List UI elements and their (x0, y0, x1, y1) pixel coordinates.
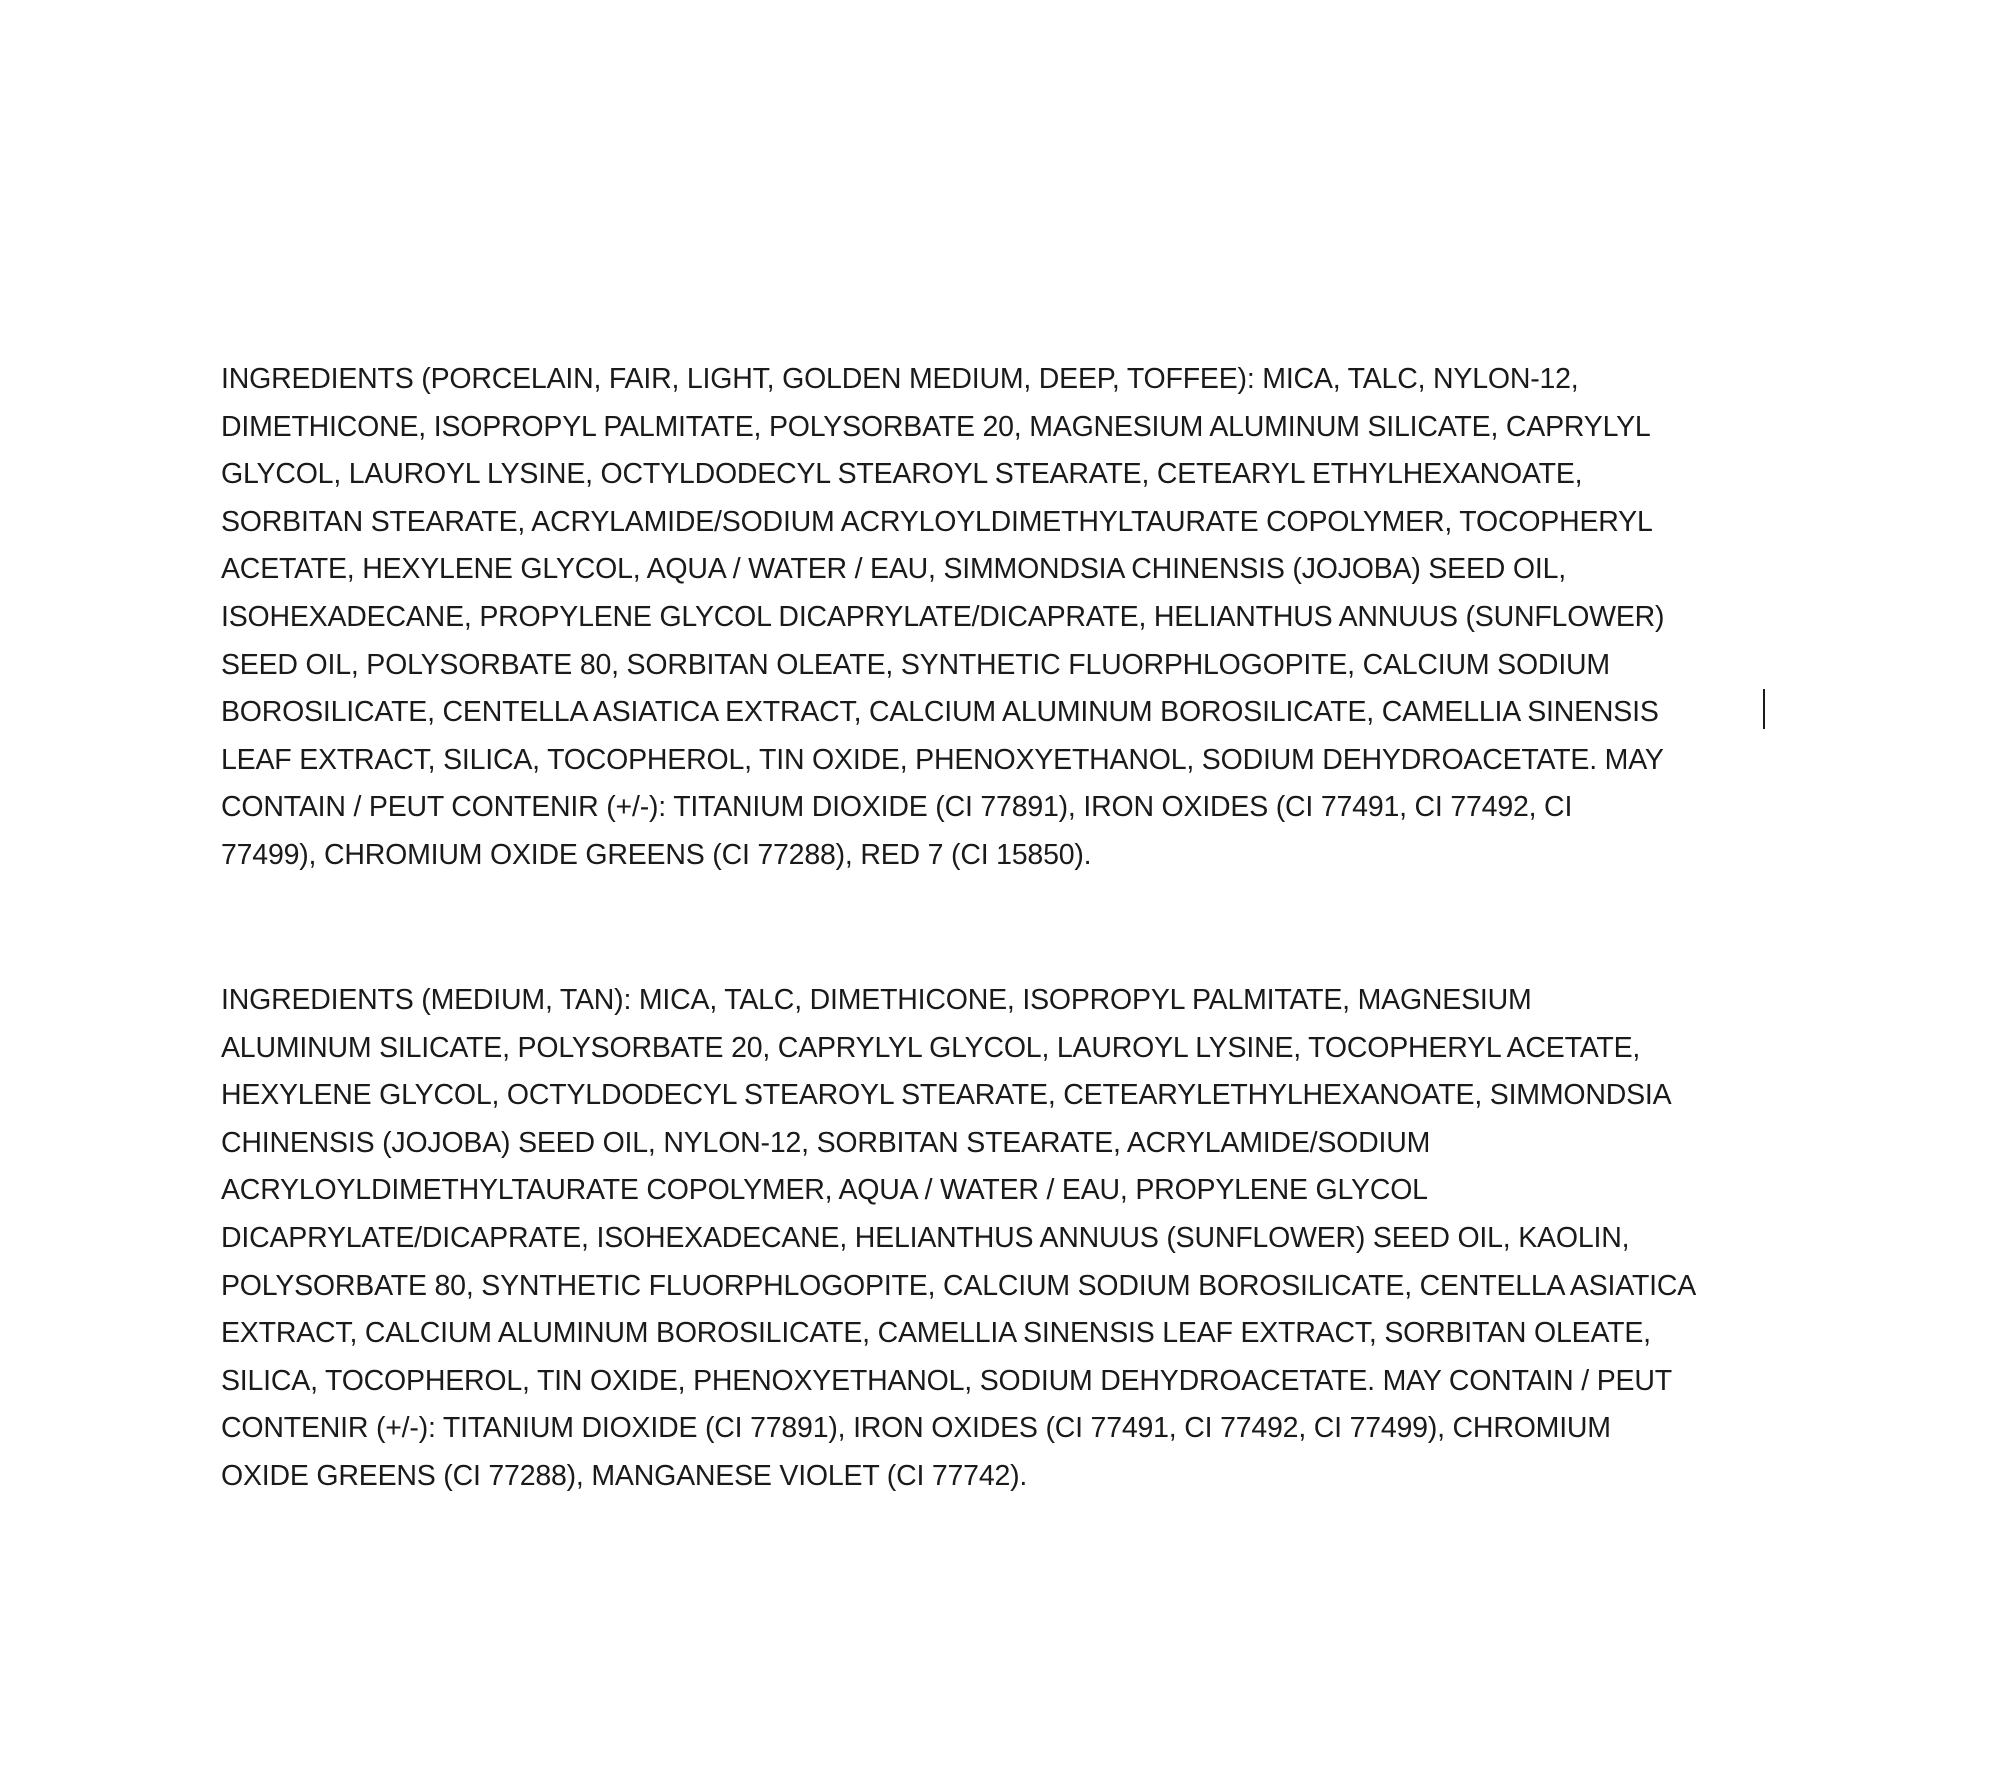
ingredients-line: ISOHEXADECANE, PROPYLENE GLYCOL DICAPRYLATE/DICAPRATE, HELIANTHUS ANNUUS (SUNFLOWER) (221, 600, 1665, 633)
ingredients-line: 77499), CHROMIUM OXIDE GREENS (CI 77288), RED 7 (CI 15850). (221, 838, 1092, 871)
ingredients-line: EXTRACT, CALCIUM ALUMINUM BOROSILICATE, CAMELLIA SINENSIS LEAF EXTRACT, SORBITAN OLEATE, (221, 1317, 1651, 1350)
ingredients-paragraph-porcelain-to-toffee (221, 356, 1801, 880)
ingredients-line: SEED OIL, POLYSORBATE 80, SORBITAN OLEATE, SYNTHETIC FLUORPHLOGOPITE, CALCIUM SODIUM (221, 648, 1610, 681)
ingredients-line: INGREDIENTS (PORCELAIN, FAIR, LIGHT, GOLDEN MEDIUM, DEEP, TOFFEE): MICA, TALC, NYLON-12, (221, 363, 1579, 395)
ingredients-line: ACRYLOYLDIMETHYLTAURATE COPOLYMER, AQUA / WATER / EAU, PROPYLENE GLYCOL (221, 1174, 1428, 1207)
ingredients-line: ALUMINUM SILICATE, POLYSORBATE 20, CAPRYLYL GLYCOL, LAUROYL LYSINE, TOCOPHERYL ACETATE, (221, 1031, 1641, 1064)
ingredients-line: INGREDIENTS (MEDIUM, TAN): MICA, TALC, DIMETHICONE, ISOPROPYL PALMITATE, MAGNESIUM (221, 984, 1532, 1016)
ingredients-line: DICAPRYLATE/DICAPRATE, ISOHEXADECANE, HELIANTHUS ANNUUS (SUNFLOWER) SEED OIL, KAOLIN, (221, 1221, 1630, 1254)
ingredients-line: DIMETHICONE, ISOPROPYL PALMITATE, POLYSORBATE 20, MAGNESIUM ALUMINUM SILICATE, CAPRYLYL (221, 410, 1651, 443)
ingredients-line: LEAF EXTRACT, SILICA, TOCOPHEROL, TIN OXIDE, PHENOXYETHANOL, SODIUM DEHYDROACETATE. MAY (221, 743, 1664, 776)
ingredients-line: BOROSILICATE, CENTELLA ASIATICA EXTRACT, CALCIUM ALUMINUM BOROSILICATE, CAMELLIA SINENSIS (221, 696, 1659, 729)
ingredients-line: ACETATE, HEXYLENE GLYCOL, AQUA / WATER / EAU, SIMMONDSIA CHINENSIS (JOJOBA) SEED OIL, (221, 553, 1566, 586)
ingredients-line: SORBITAN STEARATE, ACRYLAMIDE/SODIUM ACRYLOYLDIMETHYLTAURATE COPOLYMER, TOCOPHERYL (221, 505, 1653, 538)
ingredients-line: POLYSORBATE 80, SYNTHETIC FLUORPHLOGOPITE, CALCIUM SODIUM BOROSILICATE, CENTELLA ASIATICA (221, 1269, 1697, 1302)
ingredients-line: CONTAIN / PEUT CONTENIR (+/-): TITANIUM DIOXIDE (CI 77891), IRON OXIDES (CI 77491, CI 77492, CI (221, 791, 1573, 824)
ingredients-paragraph-medium-tan (221, 977, 1801, 1501)
ingredients-line: HEXYLENE GLYCOL, OCTYLDODECYL STEAROYL STEARATE, CETEARYLETHYLHEXANOATE, SIMMONDSIA (221, 1079, 1672, 1112)
ingredients-line: OXIDE GREENS (CI 77288), MANGANESE VIOLET (CI 77742). (221, 1459, 1028, 1492)
ingredients-line: CHINENSIS (JOJOBA) SEED OIL, NYLON-12, SORBITAN STEARATE, ACRYLAMIDE/SODIUM (221, 1126, 1431, 1159)
text-cursor (1763, 689, 1765, 729)
ingredients-line: SILICA, TOCOPHEROL, TIN OXIDE, PHENOXYETHANOL, SODIUM DEHYDROACETATE. MAY CONTAIN / PEUT (221, 1364, 1672, 1397)
ingredients-line: CONTENIR (+/-): TITANIUM DIOXIDE (CI 77891), IRON OXIDES (CI 77491, CI 77492, CI 77499), CHROMIUM (221, 1412, 1611, 1445)
ingredients-line: GLYCOL, LAUROYL LYSINE, OCTYLDODECYL STEAROYL STEARATE, CETEARYL ETHYLHEXANOATE, (221, 458, 1583, 491)
